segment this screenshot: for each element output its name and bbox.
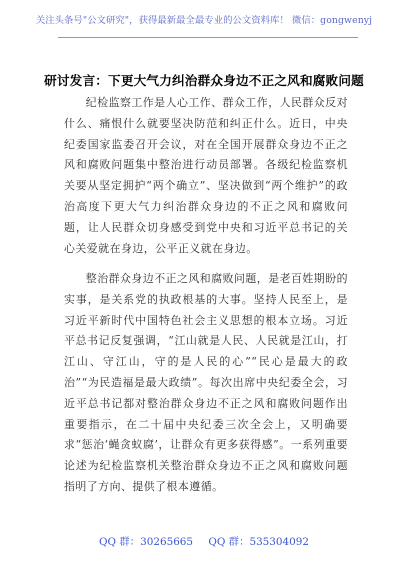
document-title: 研讨发言：下更大气力纠治群众身边不正之风和腐败问题 xyxy=(44,73,364,89)
qq-group-1: QQ 群：30265665 xyxy=(99,536,194,548)
footer-contacts xyxy=(0,534,408,550)
header-banner: 关注头条号"公文研究"，获得最新最全最专业的公文资料库！ 微信：gongwenyj xyxy=(35,15,373,26)
header-divider xyxy=(58,37,358,38)
body-paragraph: 整治群众身边不正之风和腐败问题，是老百姓期盼的实事，是关系党的执政根基的大事。坚持人民至上，是习近平新时代中国特色社会主义思想的根本立场。习近平总书记反复强调，“江山就是人民、人民就是江山，打江山、守江山，守的是人民的心”“民心是最大的政治”“为民造福是最大政绩”。每次出席中央纪委全会，习近平总书记都对整治群众身边不正之风和腐败问题作出重要指示，在二十届中央纪委三次全会上，又明确要求“惩治‘蝇贪蚁腐’，让群众有更多获得感”。一系列重要论述为纪检监察机关整治群众身边不正之风和腐败问题指明了方向、提供了根本遵循。 xyxy=(64,272,348,493)
qq-group-2: QQ 群：535304092 xyxy=(208,536,309,548)
body-paragraph: 纪检监察工作是人心工作、群众工作，人民群众反对什么、痛恨什么就要坚决防范和纠正什么。近日，中央纪委国家监委召开会议，对在全国开展群众身边不正之风和腐败问题集中整治进行动员部署。各级纪检监察机关要从坚定拥护“两个确立”、坚决做到“两个维护”的政治高度下更大气力纠治群众身边的不正之风和腐败问题，让人民群众切身感受到党中央和习近平总书记的关心关爱就在身边，公平正义就在身边。 xyxy=(64,96,348,255)
